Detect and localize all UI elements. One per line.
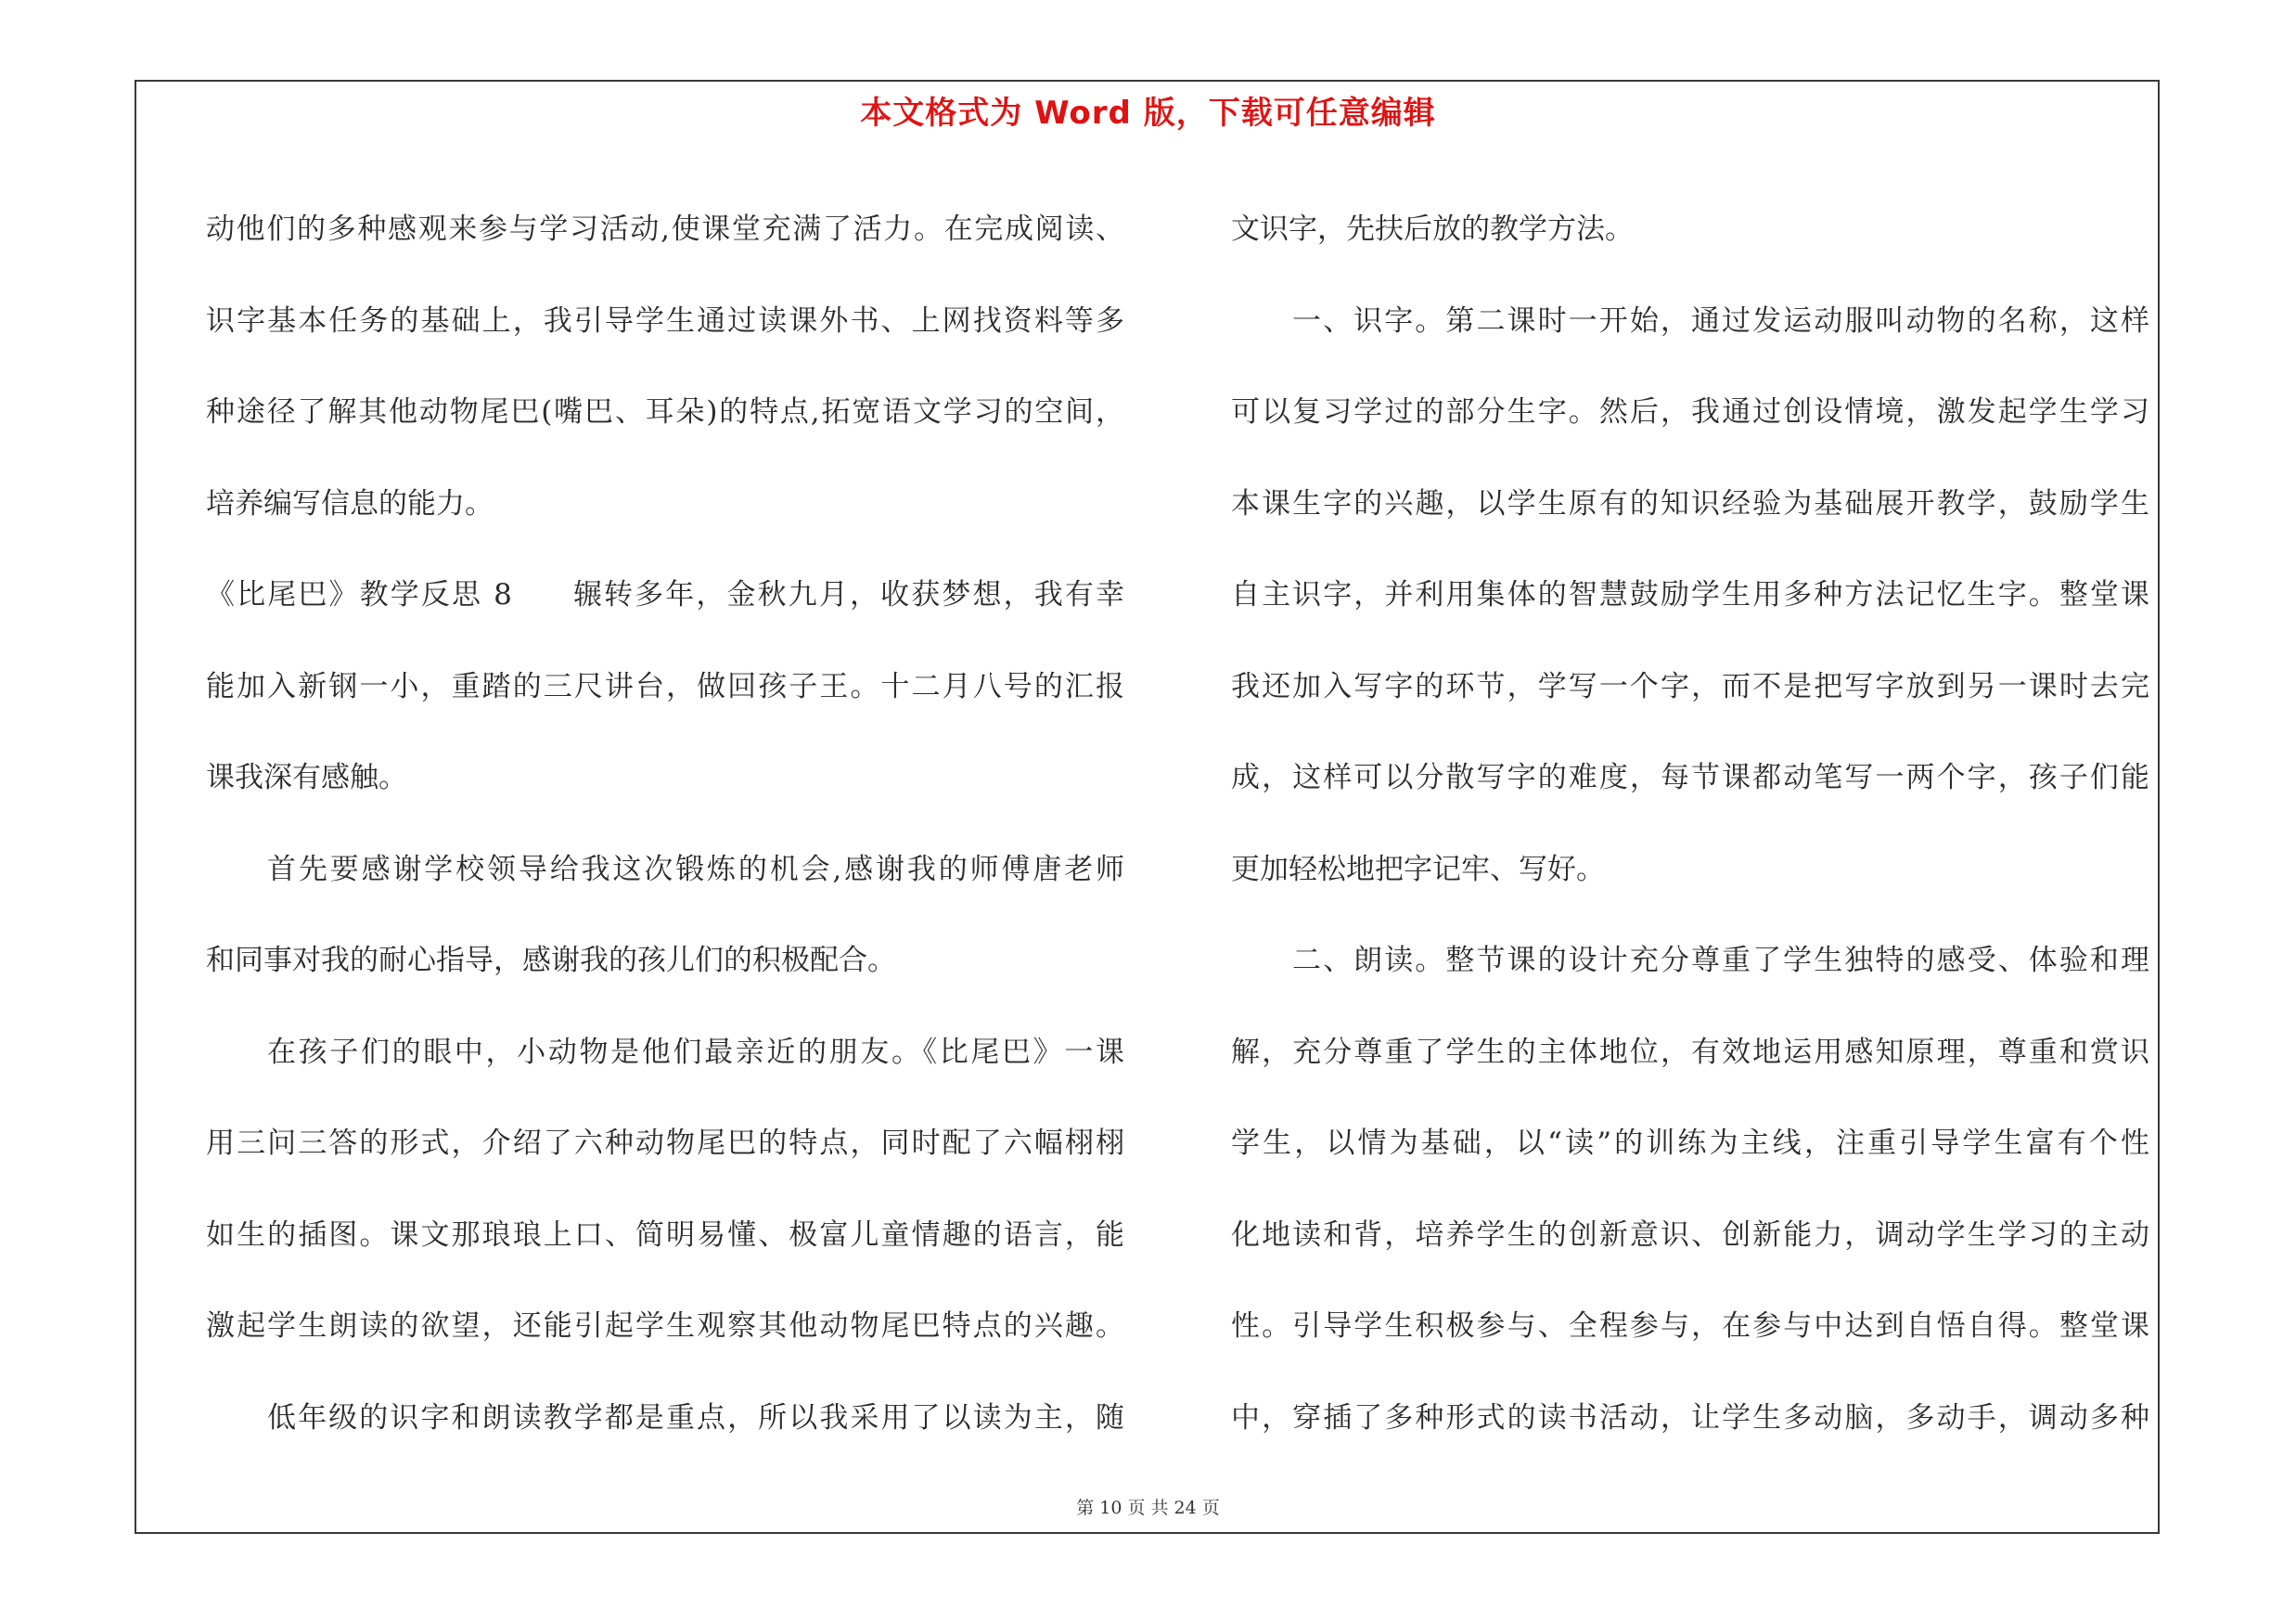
text-line: 和同事对我的耐心指导，感谢我的孩儿们的积极配合。 — [206, 944, 896, 977]
text-line: 可以复习学过的部分生字。然后，我通过创设情境，激发起学生学习 — [1231, 395, 2149, 429]
text-line: 如生的插图。课文那琅琅上口、简明易懂、极富儿童情趣的语言，能 — [206, 1217, 1124, 1252]
text-line: 自主识字，并利用集体的智慧鼓励学生用多种方法记忆生字。整堂课 — [1231, 578, 2149, 612]
text-line: 动他们的多种感观来参与学习活动,使课堂充满了活力。在完成阅读、 — [206, 213, 1124, 246]
text-line: 性。引导学生积极参与、全程参与，在参与中达到自悟自得。整堂课 — [1231, 1309, 2149, 1343]
section-heading-line — [206, 549, 1124, 641]
page-number: 第 10 页 共 24 页 — [1076, 1498, 1220, 1518]
left-text-column — [206, 184, 1124, 1463]
text-line: 用三问三答的形式，介绍了六种动物尾巴的特点，同时配了六幅栩栩 — [206, 1127, 1124, 1160]
text-line: 中，穿插了多种形式的读书活动，让学生多动脑，多动手，调动多种 — [1231, 1400, 2149, 1435]
text-line: 低年级的识字和朗读教学都是重点，所以我采用了以读为主，随 — [267, 1400, 1124, 1435]
text-line: 识字基本任务的基础上，我引导学生通过读课外书、上网找资料等多 — [206, 303, 1124, 338]
format-banner: 本文格式为 Word 版，下载可任意编辑 — [860, 95, 1436, 132]
text-line: 解，充分尊重了学生的主体地位，有效地运用感知原理，尊重和赏识 — [1231, 1035, 2149, 1069]
text-line: 在孩子们的眼中，小动物是他们最亲近的朋友。《比尾巴》一课 — [267, 1035, 1124, 1069]
text-line: 成，这样可以分散写字的难度，每节课都动笔写一两个字，孩子们能 — [1231, 761, 2149, 794]
text-line: 激起学生朗读的欲望，还能引起学生观察其他动物尾巴特点的兴趣。 — [206, 1309, 1124, 1343]
text-line: 培养编写信息的能力。 — [206, 486, 494, 521]
text-line: 文识字，先扶后放的教学方法。 — [1231, 213, 1634, 246]
text-line: 本课生字的兴趣，以学生原有的知识经验为基础展开教学，鼓励学生 — [1231, 486, 2149, 521]
text-line: 种途径了解其他动物尾巴(嘴巴、耳朵)的特点,拓宽语文学习的空间， — [206, 395, 1124, 429]
text-line: 能加入新钢一小，重踏的三尺讲台，做回孩子王。十二月八号的汇报 — [206, 669, 1124, 703]
right-text-column — [1231, 184, 2149, 1463]
text-line: 学生，以情为基础，以“读”的训练为主线，注重引导学生富有个性 — [1231, 1127, 2149, 1160]
text-line: 更加轻松地把字记牢、写好。 — [1231, 852, 1605, 886]
text-run: 辗转多年，金秋九月，收获梦想，我有幸 — [571, 578, 1125, 612]
text-line: 课我深有感触。 — [206, 761, 407, 794]
text-line: 化地读和背，培养学生的创新意识、创新能力，调动学生学习的主动 — [1231, 1217, 2149, 1252]
text-line: 二、朗读。整节课的设计充分尊重了学生独特的感受、体验和理 — [1292, 944, 2149, 977]
text-line: 我还加入写字的环节，学写一个字，而不是把写字放到另一课时去完 — [1231, 669, 2149, 703]
section-heading: 《比尾巴》教学反思 8 — [206, 578, 512, 612]
text-line: 一、识字。第二课时一开始，通过发运动服叫动物的名称，这样 — [1292, 303, 2149, 338]
text-line: 首先要感谢学校领导给我这次锻炼的机会,感谢我的师傅唐老师 — [267, 852, 1124, 886]
